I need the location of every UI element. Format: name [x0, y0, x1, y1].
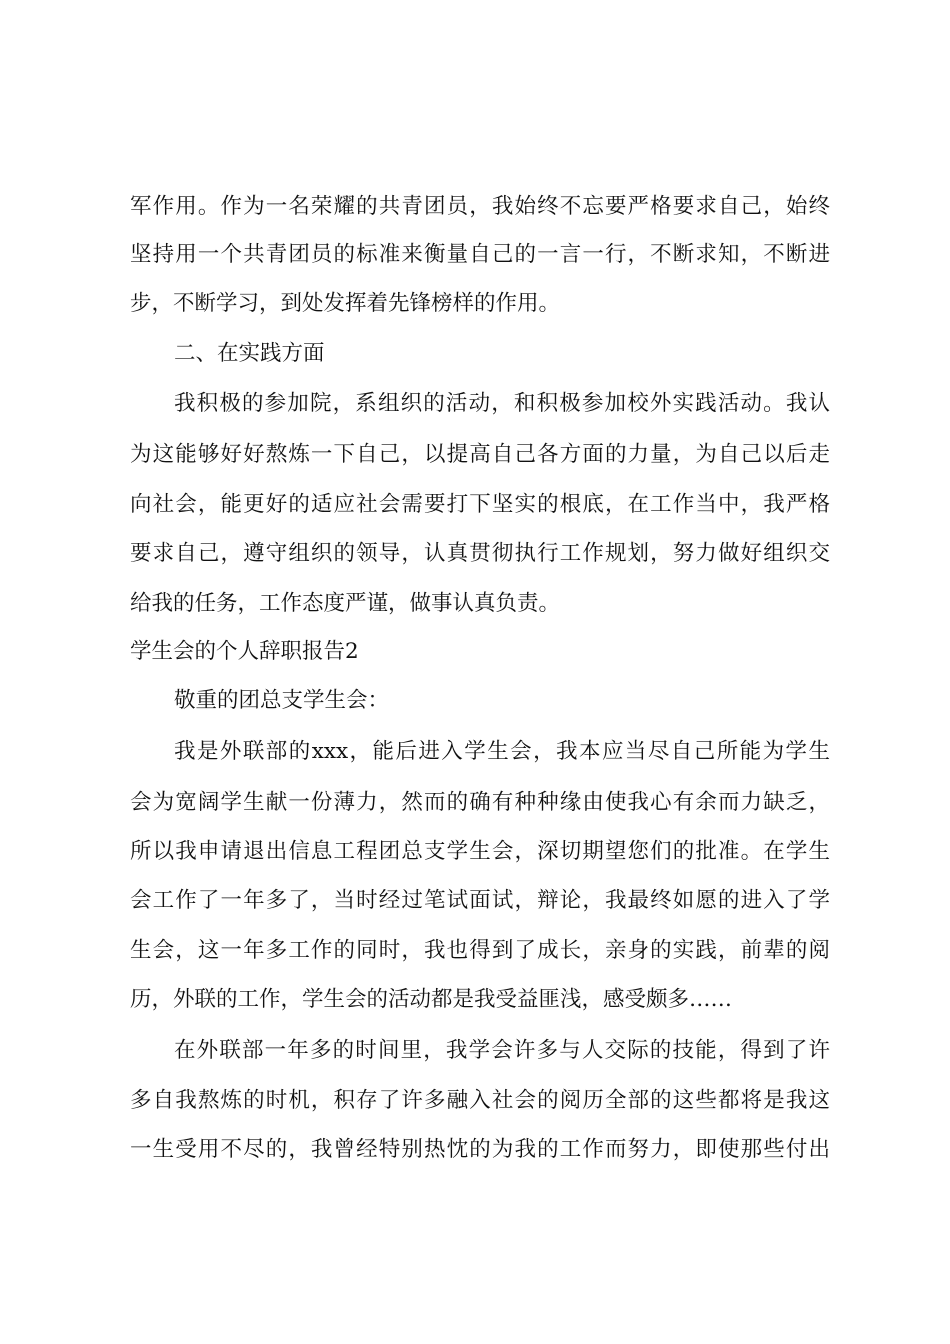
- paragraph-line: 为这能够好好熬炼一下自己，以提高自己各方面的力量，为自己以后走: [130, 442, 830, 467]
- paragraph-line: 向社会，能更好的适应社会需要打下坚实的根底，在工作当中，我严格: [130, 492, 830, 517]
- paragraph-line: 坚持用一个共青团员的标准来衡量自己的一言一行，不断求知，不断进: [130, 242, 830, 267]
- paragraph-line: 所以我申请退出信息工程团总支学生会，深切期望您们的批准。在学生: [130, 839, 830, 864]
- salutation: 敬重的团总支学生会：: [174, 688, 390, 713]
- paragraph-line: 步，不断学习，到处发挥着先锋榜样的作用。: [130, 291, 561, 316]
- paragraph-line: 军作用。作为一名荣耀的共青团员，我始终不忘要严格要求自己，始终: [130, 194, 830, 219]
- paragraph-line: 一生受用不尽的，我曾经特别热忱的为我的工作而努力，即使那些付出: [130, 1137, 830, 1162]
- paragraph-line: 在外联部一年多的时间里，我学会许多与人交际的技能，得到了许: [174, 1038, 830, 1063]
- paragraph-line: 生会，这一年多工作的同时，我也得到了成长，亲身的实践，前辈的阅: [130, 938, 830, 963]
- paragraph-line: 历，外联的工作，学生会的活动都是我受益匪浅，感受颇多……: [130, 987, 733, 1012]
- paragraph-line: 我是外联部的xxx，能后进入学生会，我本应当尽自己所能为学生: [174, 739, 830, 764]
- paragraph-line: 会工作了一年多了，当时经过笔试面试，辩论，我最终如愿的进入了学: [130, 888, 830, 913]
- paragraph-line: 给我的任务，工作态度严谨，做事认真负责。: [130, 591, 561, 616]
- paragraph-line: 多自我熬炼的时机，积存了许多融入社会的阅历全部的这些都将是我这: [130, 1088, 830, 1113]
- section-heading: 二、在实践方面: [174, 341, 325, 366]
- paragraph-line: 要求自己，遵守组织的领导，认真贯彻执行工作规划，努力做好组织交: [130, 541, 830, 566]
- paragraph-line: 我积极的参加院，系组织的活动，和积极参加校外实践活动。我认: [174, 391, 830, 416]
- paragraph-line: 会为宽阔学生献一份薄力，然而的确有种种缘由使我心有余而力缺乏，: [130, 790, 830, 815]
- report-title: 学生会的个人辞职报告2: [130, 639, 359, 664]
